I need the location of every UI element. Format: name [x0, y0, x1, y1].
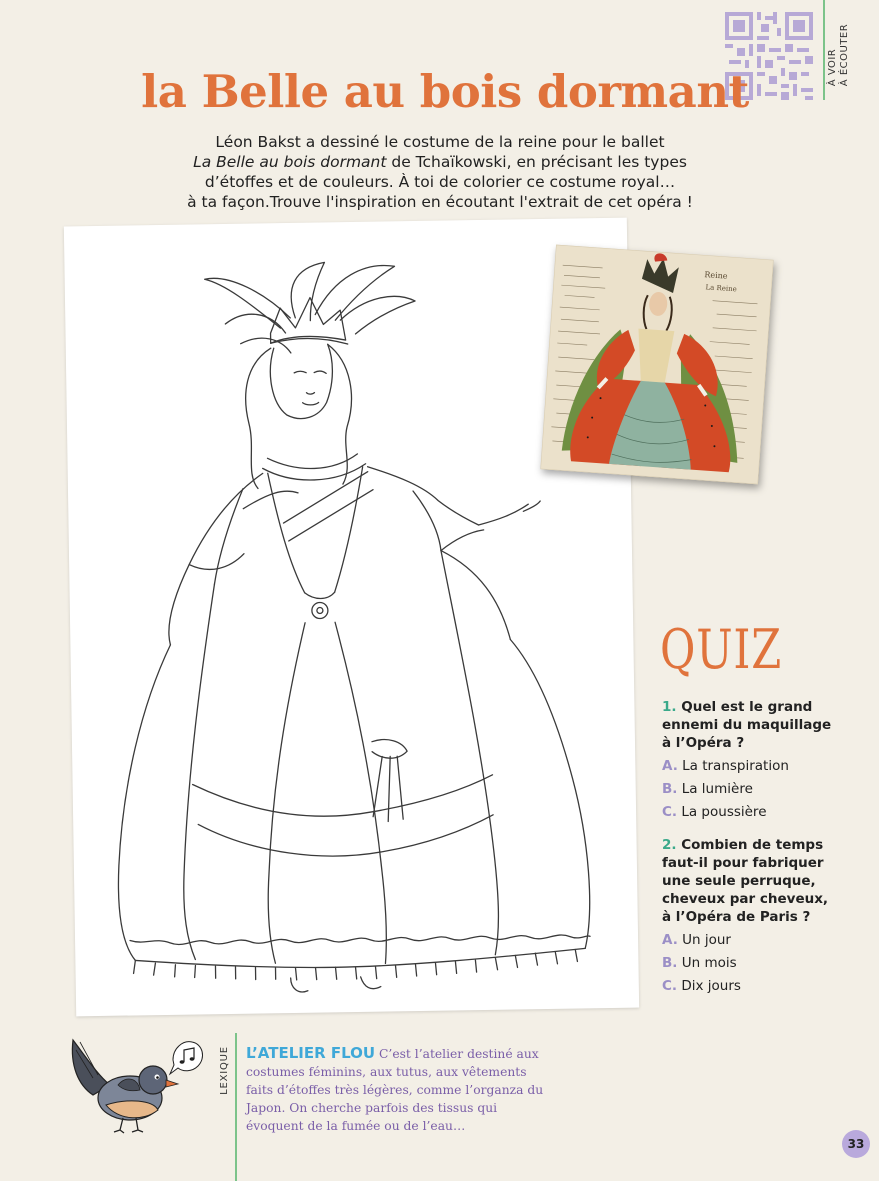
- bird-icon: [68, 1030, 208, 1135]
- intro-line-3: d’étoffes et de couleurs. À toi de colorier ce costume royal…: [204, 173, 676, 191]
- lexique-heading: L’ATELIER FLOU: [246, 1044, 376, 1062]
- sketch-annotation-1: Reine: [704, 270, 728, 281]
- answer-text: La transpiration: [682, 758, 789, 774]
- side-label-line2: À ÉCOUTER: [839, 23, 851, 87]
- side-label: [824, 0, 854, 110]
- question-text: Combien de temps faut-il pour fabriquer une seule perruque, cheveux par cheveux, à l’Opéra de Paris ?: [662, 837, 829, 925]
- lexique-text: C’est l’atelier destiné aux costumes féminins, aux tutus, aux vêtements faits d’étoffes très légères, comme l’organza du Japon. On cherche parfois des tissus qui évoquent de la fumée ou de l’eau…: [246, 1047, 544, 1133]
- intro-ballet-title: La Belle au bois dormant: [193, 153, 387, 171]
- answer-option[interactable]: [662, 975, 837, 998]
- answer-text: Dix jours: [681, 978, 741, 994]
- answer-option[interactable]: [662, 778, 837, 801]
- answer-letter: A.: [662, 932, 678, 948]
- answer-letter: C.: [662, 978, 678, 994]
- costume-sketch-illustration: [540, 245, 773, 485]
- quiz-question-2: [662, 836, 837, 998]
- intro-line-4: à ta façon.Trouve l'inspiration en écoutant l'extrait de cet opéra !: [187, 193, 693, 211]
- quiz-question-1: [662, 698, 837, 824]
- side-label-line1: À VOIR: [827, 48, 839, 87]
- lexique-label: [212, 1040, 236, 1100]
- costume-sketch-photo: [540, 245, 773, 485]
- answer-option[interactable]: [662, 801, 837, 824]
- answer-letter: B.: [662, 781, 678, 797]
- question-text: Quel est le grand ennemi du maquillage à l’Opéra ?: [662, 699, 832, 751]
- answer-option[interactable]: [662, 952, 837, 975]
- answer-letter: B.: [662, 955, 678, 971]
- question-number: 2.: [662, 837, 677, 853]
- sketch-annotation-2: La Reine: [705, 283, 738, 294]
- answer-option[interactable]: [662, 929, 837, 952]
- intro-paragraph: [150, 132, 730, 212]
- question-number: 1.: [662, 699, 677, 715]
- intro-line-1: Léon Bakst a dessiné le costume de la reine pour le ballet: [215, 133, 665, 151]
- answer-letter: A.: [662, 758, 678, 774]
- lexique-definition: [246, 1044, 546, 1135]
- lexique-label-text: LEXIQUE: [218, 1045, 230, 1095]
- answer-text: Un mois: [681, 955, 737, 971]
- answer-letter: C.: [662, 804, 678, 820]
- page-number: 33: [842, 1130, 870, 1158]
- answer-text: La lumière: [681, 781, 753, 797]
- page-title: la Belle au bois dormant: [141, 65, 749, 118]
- intro-line-2: de Tchaïkowski, en précisant les types: [386, 153, 687, 171]
- quiz-title: QUIZ: [660, 618, 783, 681]
- music-note-icon: [170, 1042, 203, 1074]
- quiz-section: [662, 698, 837, 998]
- answer-text: La poussière: [681, 804, 767, 820]
- answer-text: Un jour: [682, 932, 731, 948]
- answer-option[interactable]: [662, 755, 837, 778]
